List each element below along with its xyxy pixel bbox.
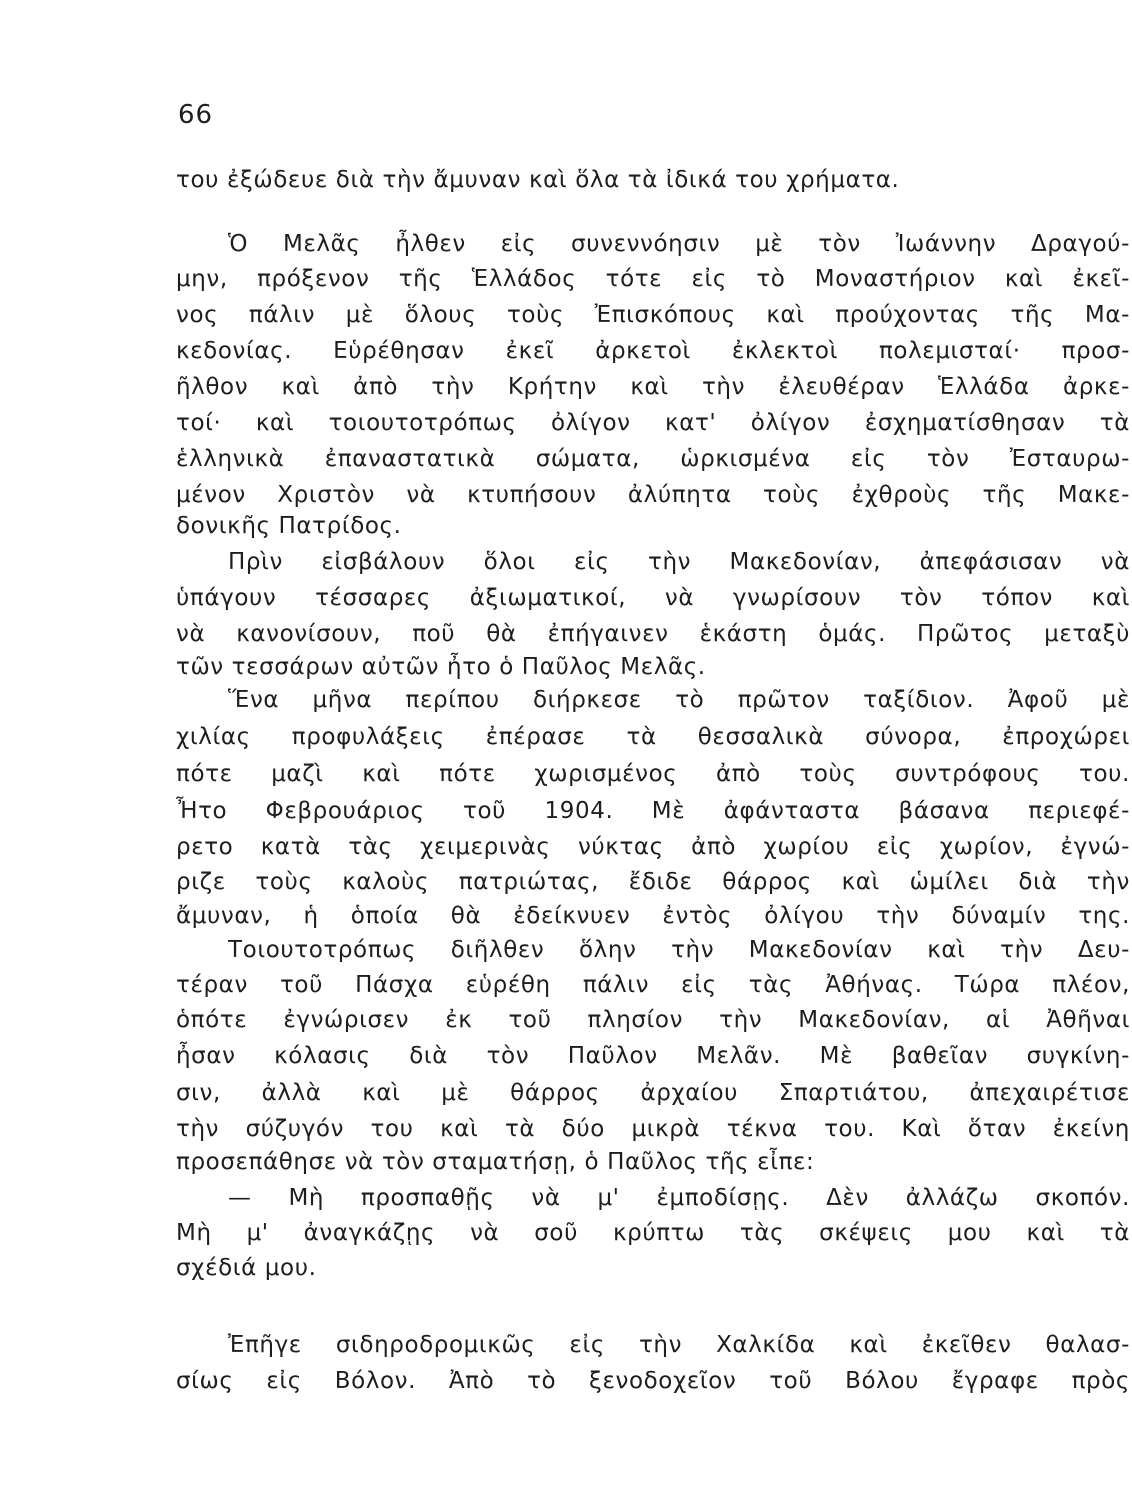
text-line: ὑπάγουν τέσσαρες ἀξιωματικοί, νὰ γνωρίσουν τὸν τόπον καὶ bbox=[176, 585, 1130, 611]
text-line: σιν, ἀλλὰ καὶ μὲ θάρρος ἀρχαίου Σπαρτιάτου, ἀπεχαιρέτισε bbox=[176, 1080, 1130, 1106]
text-line: Τοιουτοτρόπως διῆλθεν ὅλην τὴν Μακεδονίαν καὶ τὴν Δευ- bbox=[228, 937, 1130, 963]
text-line: προσεπάθησε νὰ τὸν σταματήσῃ, ὁ Παῦλος τῆς εἶπε: bbox=[176, 1149, 815, 1175]
text-line: μένον Χριστὸν νὰ κτυπήσουν ἀλύπητα τοὺς ἐχθροὺς τῆς Μακε- bbox=[176, 482, 1130, 508]
text-line: Ἕνα μῆνα περίπου διήρκεσε τὸ πρῶτον ταξίδιον. Ἀφοῦ μὲ bbox=[228, 687, 1130, 713]
text-line: Πρὶν εἰσβάλουν ὅλοι εἰς τὴν Μακεδονίαν, ἀπεφάσισαν νὰ bbox=[228, 549, 1130, 575]
text-line: τὴν σύζυγόν του καὶ τὰ δύο μικρὰ τέκνα του. Καὶ ὅταν ἐκείνη bbox=[176, 1116, 1130, 1142]
text-line: Ἦτο Φεβρουάριος τοῦ 1904. Μὲ ἀφάνταστα βάσανα περιεφέ- bbox=[176, 798, 1130, 824]
text-line: του ἐξώδευε διὰ τὴν ἄμυναν καὶ ὅλα τὰ ἰδικά του χρήματα. bbox=[176, 167, 900, 193]
text-line: νος πάλιν μὲ ὅλους τοὺς Ἐπισκόπους καὶ προύχοντας τῆς Μα- bbox=[176, 302, 1130, 328]
dialogue-line: — Μὴ προσπαθῇς νὰ μ' ἐμποδίσῃς. Δὲν ἀλλάζω σκοπόν. bbox=[228, 1185, 1130, 1211]
text-line: πότε μαζὶ καὶ πότε χωρισμένος ἀπὸ τοὺς συντρόφους του. bbox=[176, 761, 1130, 787]
text-line: χιλίας προφυλάξεις ἐπέρασε τὰ θεσσαλικὰ σύνορα, ἐπροχώρει bbox=[176, 724, 1130, 750]
text-line: ἑλληνικὰ ἐπαναστατικὰ σώματα, ὡρκισμένα εἰς τὸν Ἐσταυρω- bbox=[176, 446, 1130, 472]
text-line: σίως εἰς Βόλον. Ἀπὸ τὸ ξενοδοχεῖον τοῦ Βόλου ἔγραφε πρὸς bbox=[176, 1368, 1130, 1394]
text-line: τοί· καὶ τοιουτοτρόπως ὀλίγον κατ' ὀλίγον ἐσχηματίσθησαν τὰ bbox=[176, 410, 1130, 436]
text-line: τέραν τοῦ Πάσχα εὑρέθη πάλιν εἰς τὰς Ἀθήνας. Τώρα πλέον, bbox=[176, 972, 1130, 998]
text-line: νὰ κανονίσουν, ποῦ θὰ ἐπήγαινεν ἑκάστη ὁμάς. Πρῶτος μεταξὺ bbox=[176, 621, 1130, 647]
text-line: σχέδιά μου. bbox=[176, 1255, 317, 1281]
text-line: Ἐπῆγε σιδηροδρομικῶς εἰς τὴν Χαλκίδα καὶ ἐκεῖθεν θαλασ- bbox=[228, 1332, 1130, 1358]
text-line: ὁπότε ἐγνώρισεν ἐκ τοῦ πλησίον τὴν Μακεδονίαν, αἱ Ἀθῆναι bbox=[176, 1007, 1130, 1033]
text-line: Μὴ μ' ἀναγκάζῃς νὰ σοῦ κρύπτω τὰς σκέψεις μου καὶ τὰ bbox=[176, 1220, 1130, 1246]
text-line: τῶν τεσσάρων αὐτῶν ἦτο ὁ Παῦλος Μελᾶς. bbox=[176, 654, 706, 680]
text-line: μην, πρόξενον τῆς Ἑλλάδος τότε εἰς τὸ Μοναστήριον καὶ ἐκεῖ- bbox=[176, 266, 1130, 292]
text-line: Ὁ Μελᾶς ἦλθεν εἰς συνεννόησιν μὲ τὸν Ἰωάννην Δραγού- bbox=[228, 231, 1130, 257]
text-line: ριζε τοὺς καλοὺς πατριώτας, ἔδιδε θάρρος καὶ ὡμίλει διὰ τὴν bbox=[176, 869, 1130, 895]
text-line: ἦσαν κόλασις διὰ τὸν Παῦλον Μελᾶν. Μὲ βαθεῖαν συγκίνη- bbox=[176, 1043, 1130, 1069]
page-number: 66 bbox=[178, 100, 214, 130]
text-line: ἄμυναν, ἡ ὁποία θὰ ἐδείκνυεν ἐντὸς ὀλίγου τὴν δύναμίν της. bbox=[176, 903, 1130, 929]
text-line: κεδονίας. Εὑρέθησαν ἐκεῖ ἀρκετοὶ ἐκλεκτοὶ πολεμισταί· προσ- bbox=[176, 338, 1130, 364]
text-line: ρετο κατὰ τὰς χειμερινὰς νύκτας ἀπὸ χωρίου εἰς χωρίον, ἐγνώ- bbox=[176, 834, 1130, 860]
text-line: ῆλθον καὶ ἀπὸ τὴν Κρήτην καὶ τὴν ἐλευθέραν Ἑλλάδα ἀρκε- bbox=[176, 374, 1130, 400]
text-line: δονικῆς Πατρίδος. bbox=[176, 513, 402, 539]
